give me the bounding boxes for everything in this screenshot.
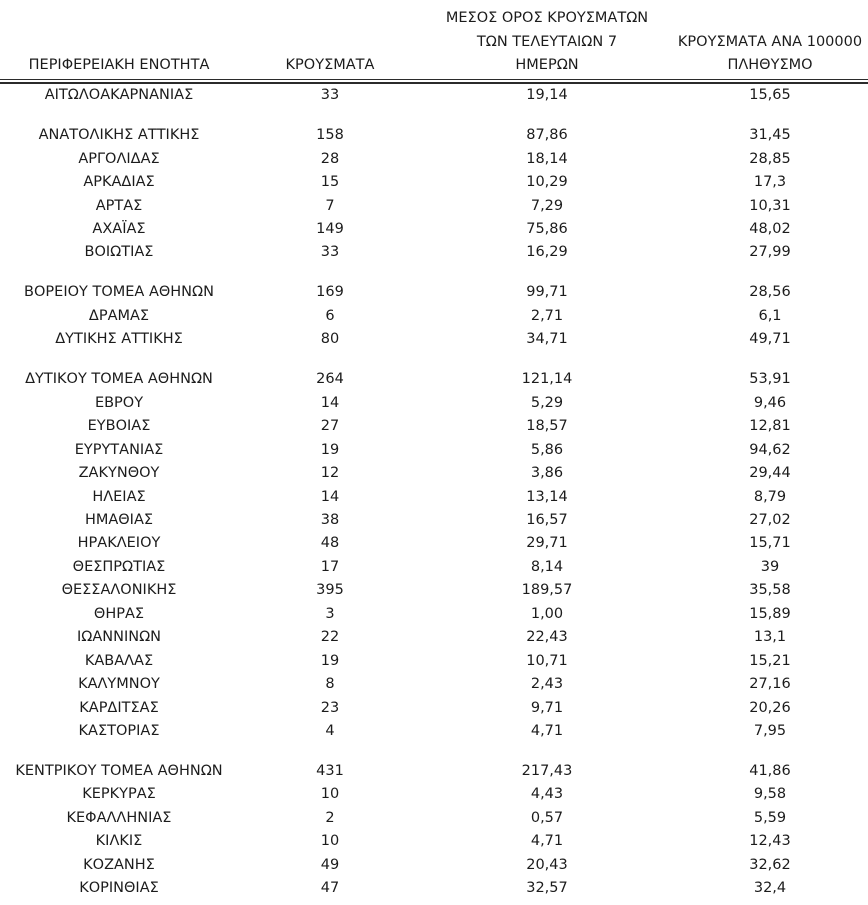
avg7-value: 1,00 xyxy=(530,605,564,622)
table-row xyxy=(0,147,868,170)
header-7day-average-line2: ΤΩΝ ΤΕΛΕΥΤΑΙΩΝ 7 xyxy=(476,33,618,50)
region-unit-name: ΘΗΡΑΣ xyxy=(93,605,145,622)
region-unit-name: ΑΡΤΑΣ xyxy=(95,197,143,214)
region-unit-name: ΚΟΡΙΝΘΙΑΣ xyxy=(79,880,159,897)
table-row xyxy=(0,649,868,672)
cases-value: 80 xyxy=(320,331,340,348)
table-row xyxy=(0,328,868,351)
per100k-value: 12,43 xyxy=(749,833,791,850)
cases-value: 19 xyxy=(320,652,340,669)
avg7-value: 99,71 xyxy=(526,284,568,301)
cases-value: 3 xyxy=(325,605,335,622)
region-unit-name: ΑΝΑΤΟΛΙΚΗΣ ΑΤΤΙΚΗΣ xyxy=(38,127,200,144)
region-unit-name: ΔΥΤΙΚΗΣ ΑΤΤΙΚΗΣ xyxy=(55,331,183,348)
region-unit-name: ΚΟΖΑΝΗΣ xyxy=(83,856,155,873)
header-region-unit-label: ΠΕΡΙΦΕΡΕΙΑΚΗ ΕΝΟΤΗΤΑ xyxy=(28,57,210,73)
header-7day-average xyxy=(422,7,672,78)
avg7-value: 18,14 xyxy=(526,150,568,167)
cases-value: 12 xyxy=(320,465,340,482)
cases-value: 14 xyxy=(320,488,340,505)
per100k-value: 32,62 xyxy=(749,856,791,873)
avg7-value: 0,57 xyxy=(530,809,564,826)
region-unit-name: ΑΡΚΑΔΙΑΣ xyxy=(83,174,155,191)
region-unit-name: ΑΧΑΪΑΣ xyxy=(92,221,146,237)
cases-value: 47 xyxy=(320,880,340,897)
table-row xyxy=(0,696,868,719)
per100k-value: 39 xyxy=(760,558,780,575)
cases-value: 38 xyxy=(320,512,340,528)
avg7-value: 22,43 xyxy=(526,629,568,646)
header-7day-average-line1: ΜΕΣΟΣ ΟΡΟΣ ΚΡΟΥΣΜΑΤΩΝ xyxy=(445,10,649,26)
avg7-value: 29,71 xyxy=(526,535,568,552)
header-cases-label: ΚΡΟΥΣΜΑΤΑ xyxy=(285,57,375,73)
region-unit-name: ΑΙΤΩΛΟΑΚΑΡΝΑΝΙΑΣ xyxy=(44,87,194,104)
table-row xyxy=(0,783,868,806)
table-row xyxy=(0,281,868,304)
cases-value: 169 xyxy=(316,284,344,301)
region-unit-name: ΖΑΚΥΝΘΟΥ xyxy=(78,465,160,482)
region-unit-name: ΕΥΒΟΙΑΣ xyxy=(87,418,151,435)
per100k-value: 32,4 xyxy=(753,880,787,897)
per100k-value: 49,71 xyxy=(749,331,791,348)
cases-value: 49 xyxy=(320,856,340,873)
avg7-value: 9,71 xyxy=(530,699,564,716)
cases-value: 19 xyxy=(320,441,340,458)
per100k-value: 53,91 xyxy=(749,371,791,388)
table-body xyxy=(0,84,868,900)
cases-value: 48 xyxy=(320,535,340,552)
avg7-value: 18,57 xyxy=(526,418,568,435)
table-row xyxy=(0,415,868,438)
avg7-value: 13,14 xyxy=(526,488,568,505)
avg7-value: 4,71 xyxy=(530,833,564,850)
avg7-value: 2,71 xyxy=(530,307,564,324)
table-row xyxy=(0,485,868,508)
region-unit-name: ΚΕΝΤΡΙΚΟΥ ΤΟΜΕΑ ΑΘΗΝΩΝ xyxy=(15,762,223,779)
header-cases xyxy=(238,54,422,78)
avg7-value: 217,43 xyxy=(521,762,573,779)
per100k-value: 13,1 xyxy=(753,629,787,646)
region-unit-name: ΘΕΣΠΡΩΤΙΑΣ xyxy=(72,558,166,575)
avg7-value: 16,57 xyxy=(526,512,568,528)
table-row xyxy=(0,304,868,327)
cases-value: 14 xyxy=(320,394,340,411)
cases-value: 158 xyxy=(316,127,344,144)
per100k-value: 31,45 xyxy=(749,127,791,144)
table-row xyxy=(0,759,868,782)
cases-value: 22 xyxy=(320,629,340,646)
cases-value: 6 xyxy=(325,307,335,324)
region-unit-name: ΚΕΦΑΛΛΗΝΙΑΣ xyxy=(66,809,172,826)
header-per-100000 xyxy=(672,31,868,78)
table-row xyxy=(0,555,868,578)
region-unit-name: ΑΡΓΟΛΙΔΑΣ xyxy=(78,150,160,167)
per100k-value: 27,16 xyxy=(749,676,791,693)
per100k-value: 6,1 xyxy=(758,307,782,324)
avg7-value: 19,14 xyxy=(526,87,568,104)
cases-value: 28 xyxy=(320,150,340,167)
per100k-value: 5,59 xyxy=(753,809,787,826)
table-row xyxy=(0,368,868,391)
table-row xyxy=(0,194,868,217)
region-unit-name: ΕΒΡΟΥ xyxy=(94,394,144,411)
region-unit-name: ΚΕΡΚΥΡΑΣ xyxy=(82,786,156,803)
table-row xyxy=(0,602,868,625)
table-row xyxy=(0,532,868,555)
table-row xyxy=(0,84,868,107)
table-header xyxy=(0,0,868,78)
region-unit-name: ΗΛΕΙΑΣ xyxy=(92,488,146,505)
region-unit-name: ΚΑΛΥΜΝΟΥ xyxy=(78,676,160,693)
region-unit-name: ΗΡΑΚΛΕΙΟΥ xyxy=(77,535,161,552)
per100k-value: 20,26 xyxy=(749,699,791,716)
per100k-value: 8,79 xyxy=(753,488,787,505)
avg7-value: 10,29 xyxy=(526,174,568,191)
region-unit-name: ΙΩΑΝΝΙΝΩΝ xyxy=(76,629,162,646)
avg7-value: 87,86 xyxy=(526,127,568,144)
region-unit-name: ΕΥΡΥΤΑΝΙΑΣ xyxy=(74,441,164,458)
region-unit-name: ΒΟΡΕΙΟΥ ΤΟΜΕΑ ΑΘΗΝΩΝ xyxy=(24,284,214,301)
cases-value: 395 xyxy=(316,582,344,599)
cases-value: 17 xyxy=(320,558,340,575)
per100k-value: 15,71 xyxy=(749,535,791,552)
table-row xyxy=(0,579,868,602)
region-unit-name: ΚΙΛΚΙΣ xyxy=(95,833,143,850)
cases-value: 15 xyxy=(320,174,340,191)
per100k-value: 28,56 xyxy=(749,284,791,301)
avg7-value: 121,14 xyxy=(521,371,573,388)
avg7-value: 5,29 xyxy=(530,394,564,411)
cases-value: 10 xyxy=(320,833,340,850)
cases-value: 149 xyxy=(316,221,344,237)
avg7-value: 34,71 xyxy=(526,331,568,348)
header-7day-average-line3: ΗΜΕΡΩΝ xyxy=(515,57,579,73)
region-unit-name: ΚΑΒΑΛΑΣ xyxy=(84,652,154,669)
per100k-value: 94,62 xyxy=(749,441,791,458)
cases-value: 27 xyxy=(320,418,340,435)
table-row xyxy=(0,876,868,899)
avg7-value: 32,57 xyxy=(526,880,568,897)
region-unit-name: ΘΕΣΣΑΛΟΝΙΚΗΣ xyxy=(61,582,177,599)
per100k-value: 10,31 xyxy=(749,197,791,214)
per100k-value: 12,81 xyxy=(749,418,791,435)
cases-value: 4 xyxy=(325,722,335,739)
per100k-value: 9,58 xyxy=(753,786,787,803)
cases-value: 264 xyxy=(316,371,344,388)
cases-value: 33 xyxy=(320,244,340,261)
per100k-value: 7,95 xyxy=(753,722,787,739)
avg7-value: 75,86 xyxy=(526,221,568,237)
table-row xyxy=(0,672,868,695)
table-row xyxy=(0,806,868,829)
avg7-value: 3,86 xyxy=(530,465,564,482)
table-row xyxy=(0,170,868,193)
table-row xyxy=(0,719,868,742)
avg7-value: 10,71 xyxy=(526,652,568,669)
header-per-100000-line1: ΚΡΟΥΣΜΑΤΑ ΑΝΑ 100000 xyxy=(677,33,863,50)
region-unit-name: ΒΟΙΩΤΙΑΣ xyxy=(84,244,154,261)
per100k-value: 17,3 xyxy=(753,174,787,191)
per100k-value: 15,89 xyxy=(749,605,791,622)
table-row xyxy=(0,853,868,876)
cases-value: 431 xyxy=(316,762,344,779)
cases-value: 2 xyxy=(325,809,335,826)
region-unit-name: ΗΜΑΘΙΑΣ xyxy=(84,512,154,528)
table-row xyxy=(0,830,868,853)
table-row xyxy=(0,625,868,648)
cases-value: 7 xyxy=(325,197,335,214)
table-row xyxy=(0,241,868,264)
cases-value: 33 xyxy=(320,87,340,104)
table-row xyxy=(0,508,868,531)
avg7-value: 7,29 xyxy=(530,197,564,214)
cases-value: 23 xyxy=(320,699,340,716)
header-region-unit xyxy=(0,54,238,78)
table-row xyxy=(0,461,868,484)
per100k-value: 15,65 xyxy=(749,87,791,104)
cases-value: 10 xyxy=(320,786,340,803)
avg7-value: 4,43 xyxy=(530,786,564,803)
avg7-value: 4,71 xyxy=(530,722,564,739)
header-per-100000-line2: ΠΛΗΘΥΣΜΟ xyxy=(727,57,813,73)
per100k-value: 9,46 xyxy=(753,394,787,411)
table-row xyxy=(0,217,868,240)
table-row xyxy=(0,124,868,147)
cases-value: 8 xyxy=(325,676,335,693)
per100k-value: 41,86 xyxy=(749,762,791,779)
avg7-value: 5,86 xyxy=(530,441,564,458)
per100k-value: 27,99 xyxy=(749,244,791,261)
avg7-value: 20,43 xyxy=(526,856,568,873)
table-row xyxy=(0,438,868,461)
avg7-value: 2,43 xyxy=(530,676,564,693)
region-unit-name: ΔΥΤΙΚΟΥ ΤΟΜΕΑ ΑΘΗΝΩΝ xyxy=(25,371,213,388)
per100k-value: 15,21 xyxy=(749,652,791,669)
per100k-value: 35,58 xyxy=(749,582,791,599)
per100k-value: 28,85 xyxy=(749,150,791,167)
table-row xyxy=(0,391,868,414)
avg7-value: 8,14 xyxy=(530,558,564,575)
region-unit-name: ΔΡΑΜΑΣ xyxy=(88,307,150,324)
per100k-value: 29,44 xyxy=(749,465,791,482)
region-unit-name: ΚΑΣΤΟΡΙΑΣ xyxy=(78,722,160,739)
per100k-value: 48,02 xyxy=(749,221,791,237)
per100k-value: 27,02 xyxy=(749,512,791,528)
region-unit-name: ΚΑΡΔΙΤΣΑΣ xyxy=(79,699,159,716)
avg7-value: 189,57 xyxy=(521,582,573,599)
avg7-value: 16,29 xyxy=(526,244,568,261)
